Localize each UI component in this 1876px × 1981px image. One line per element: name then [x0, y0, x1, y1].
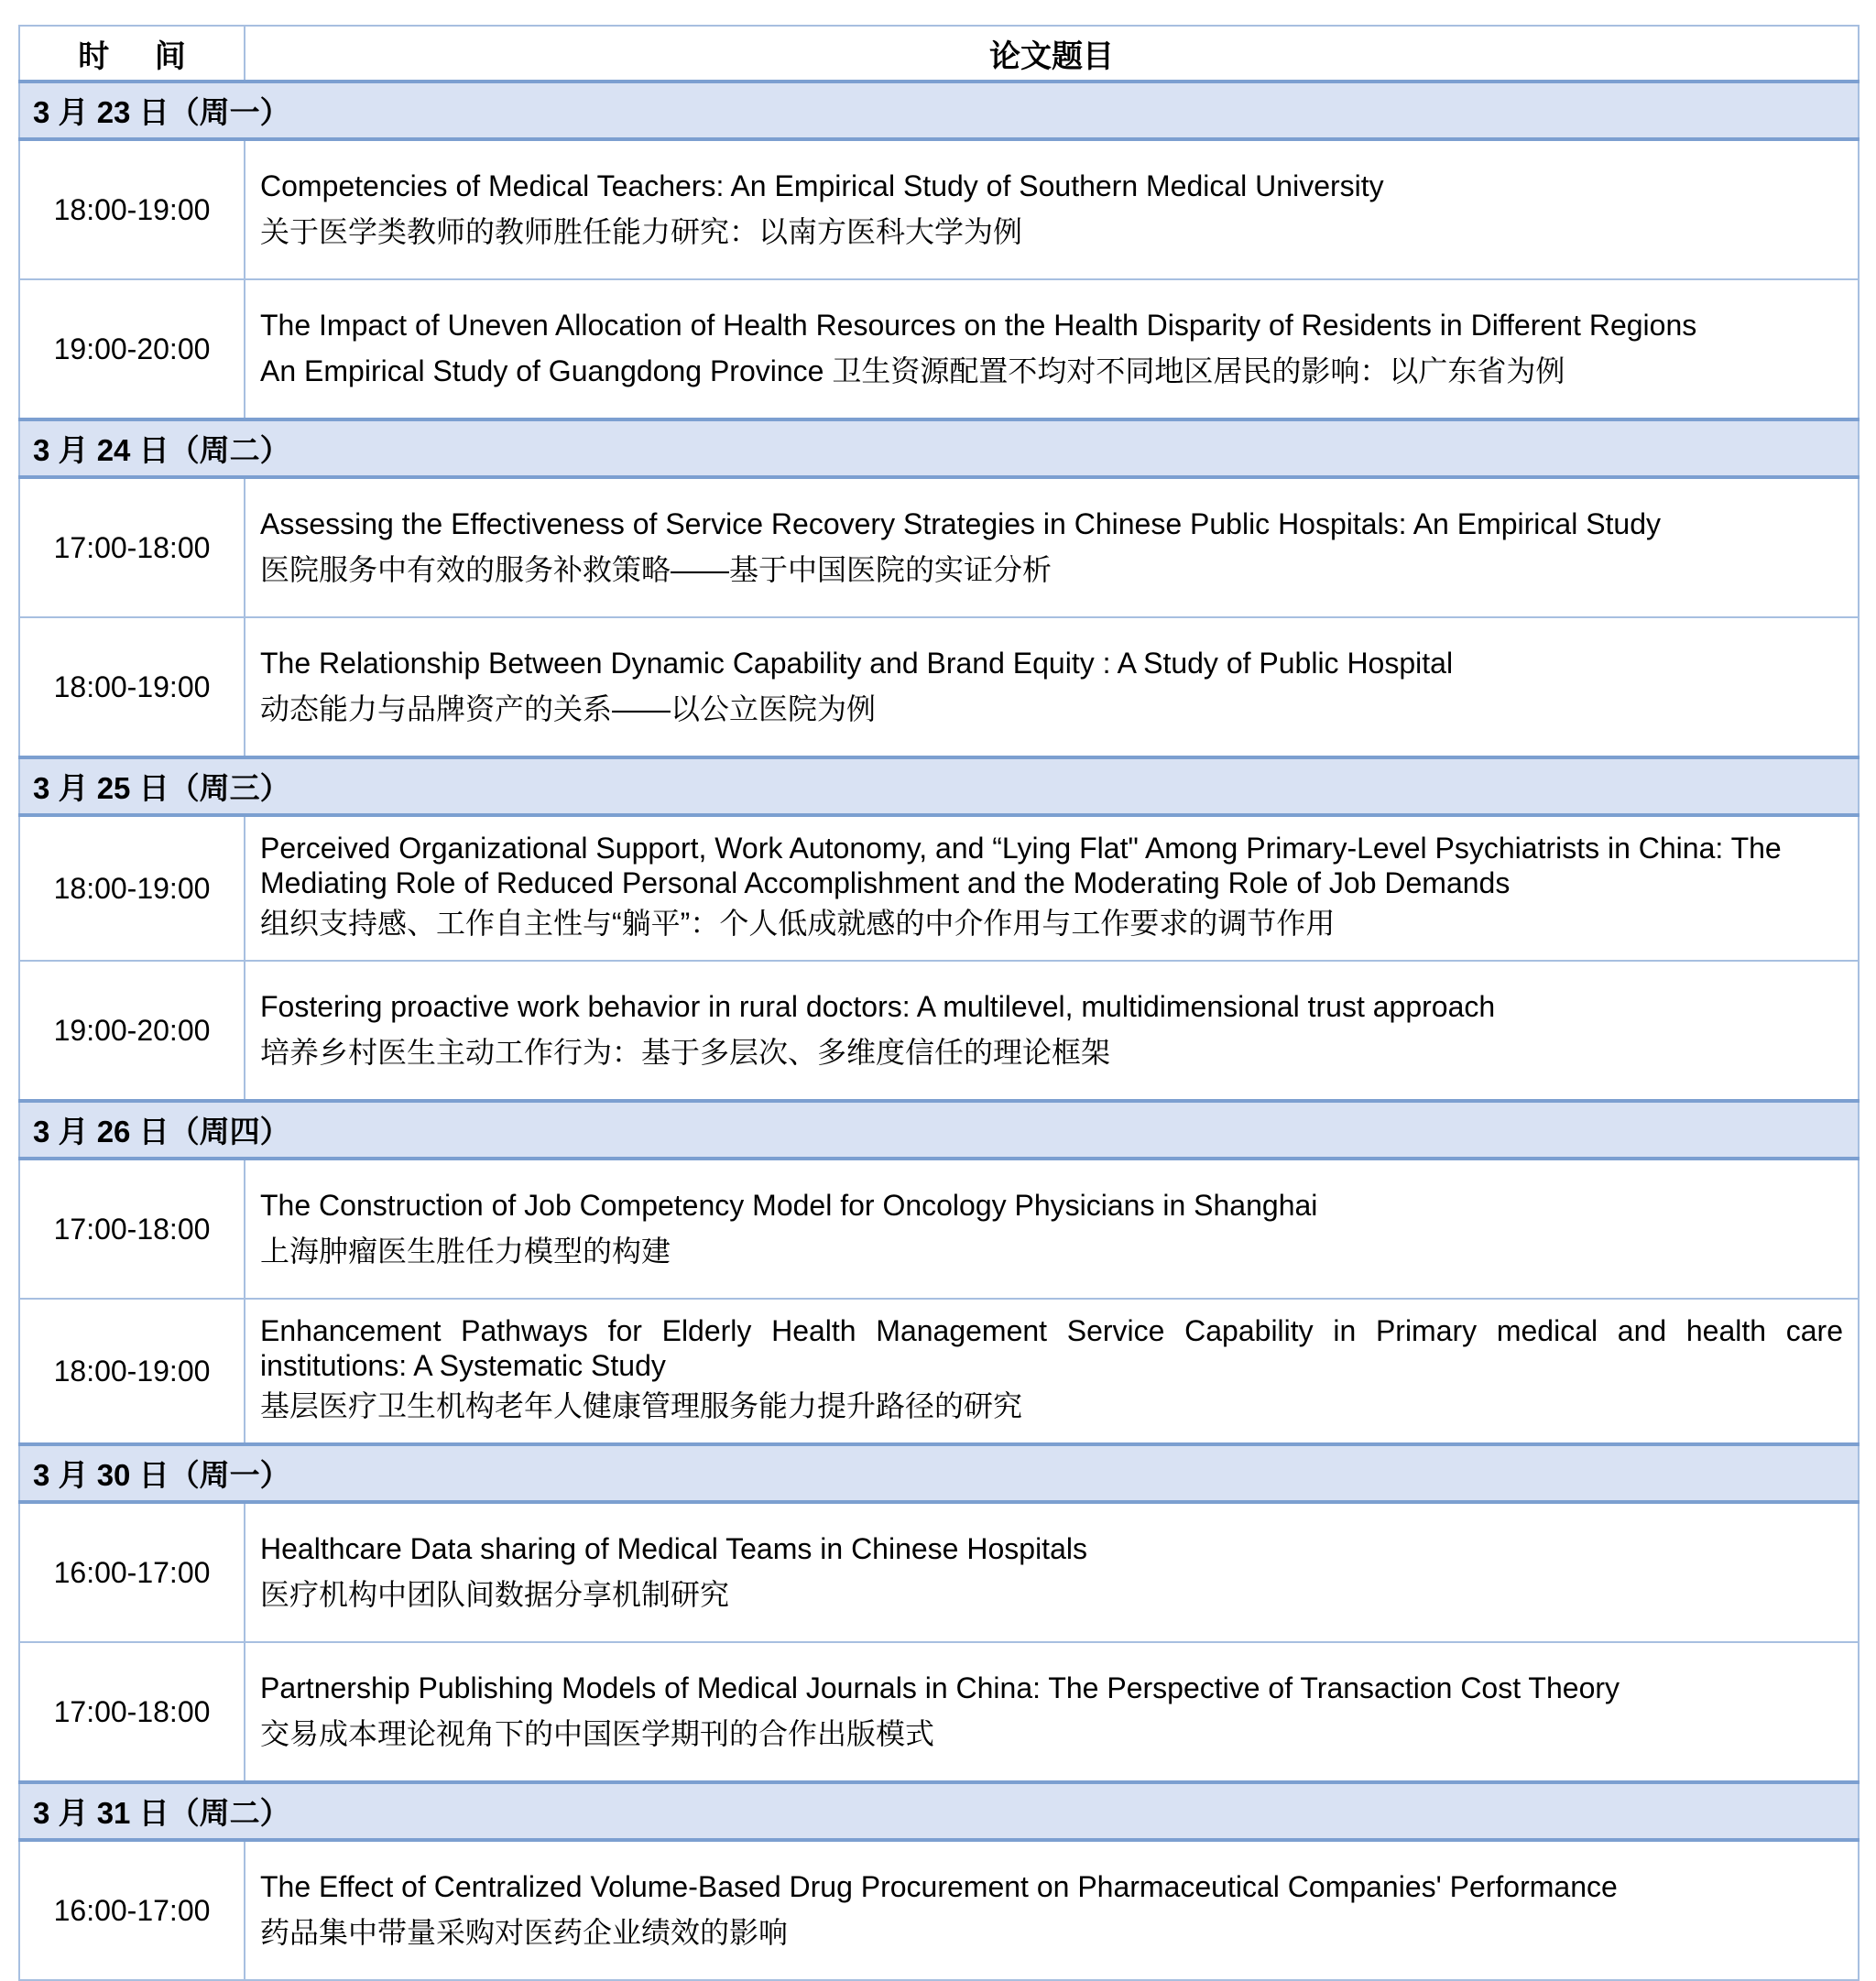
session-title [245, 1299, 1859, 1444]
title-en: Assessing the Effectiveness of Service Recovery Strategies in Chinese Public Hospitals: An Empirical Study [260, 507, 1662, 540]
session-row [19, 815, 1859, 961]
session-time: 16:00-17:00 [19, 1502, 245, 1642]
session-time: 19:00-20:00 [19, 279, 245, 419]
session-title [245, 617, 1859, 757]
session-title [245, 1159, 1859, 1299]
title-en: Partnership Publishing Models of Medical Journals in China: The Perspective of Transaction Cost Theory [260, 1671, 1620, 1704]
title-en: Enhancement Pathways for Elderly Health Management Service Capability in Primary medical and health care institutions: A Systematic Study [260, 1314, 1843, 1382]
session-row [19, 617, 1859, 757]
title-en: The Impact of Uneven Allocation of Health Resources on the Health Disparity of Residents in Different Regions [260, 309, 1697, 342]
title-en-zh-line [260, 354, 1843, 388]
session-row [19, 139, 1859, 279]
session-title [245, 1642, 1859, 1782]
session-row [19, 1299, 1859, 1444]
title-zh: 组织支持感、工作自主性与“躺平”：个人低成就感的中介作用与工作要求的调节作用 [260, 907, 1336, 940]
title-en: Perceived Organizational Support, Work Autonomy, and “Lying Flat" Among Primary-Level Psychiatrists in China: The Mediating Role of Reduced Personal Accomplishment and the Moderating Role of Job Demands [260, 832, 1782, 899]
title-zh: 药品集中带量采购对医药企业绩效的影响 [260, 1916, 789, 1949]
date-row [19, 1782, 1859, 1840]
session-title [245, 1502, 1859, 1642]
header-time: 时 间 [19, 26, 245, 82]
title-en: Healthcare Data sharing of Medical Teams in Chinese Hospitals [260, 1532, 1087, 1565]
session-title [245, 477, 1859, 617]
title-en: The Relationship Between Dynamic Capability and Brand Equity : A Study of Public Hospital [260, 647, 1454, 680]
date-row [19, 82, 1859, 139]
session-title [245, 961, 1859, 1101]
session-time: 17:00-18:00 [19, 477, 245, 617]
date-row [19, 1101, 1859, 1159]
session-row [19, 1159, 1859, 1299]
title-zh: 关于医学类教师的教师胜任能力研究：以南方医科大学为例 [260, 215, 1023, 248]
session-title [245, 815, 1859, 961]
title-en: The Effect of Centralized Volume-Based Drug Procurement on Pharmaceutical Companies' Performance [260, 1870, 1618, 1903]
title-zh: 交易成本理论视角下的中国医学期刊的合作出版模式 [260, 1717, 935, 1750]
title-en: Fostering proactive work behavior in rural doctors: A multilevel, multidimensional trust approach [260, 990, 1496, 1023]
session-time: 18:00-19:00 [19, 617, 245, 757]
title-en: Competencies of Medical Teachers: An Empirical Study of Southern Medical University [260, 169, 1384, 202]
date-row [19, 757, 1859, 815]
session-time: 16:00-17:00 [19, 1840, 245, 1980]
date-row [19, 419, 1859, 477]
session-row [19, 1642, 1859, 1782]
session-title [245, 279, 1859, 419]
title-zh: 动态能力与品牌资产的关系——以公立医院为例 [260, 692, 877, 725]
header-title: 论文题目 [245, 26, 1859, 82]
title-zh: 培养乡村医生主动工作行为：基于多层次、多维度信任的理论框架 [260, 1036, 1111, 1069]
session-time: 17:00-18:00 [19, 1159, 245, 1299]
session-title [245, 1840, 1859, 1980]
session-time: 18:00-19:00 [19, 139, 245, 279]
session-time: 18:00-19:00 [19, 1299, 245, 1444]
session-row [19, 279, 1859, 419]
date-label: 3 月 24 日（周二） [19, 419, 1859, 477]
date-label: 3 月 31 日（周二） [19, 1782, 1859, 1840]
date-label: 3 月 23 日（周一） [19, 82, 1859, 139]
title-en: The Construction of Job Competency Model for Oncology Physicians in Shanghai [260, 1189, 1318, 1222]
date-label: 3 月 26 日（周四） [19, 1101, 1859, 1159]
date-label: 3 月 30 日（周一） [19, 1444, 1859, 1502]
session-row [19, 1840, 1859, 1980]
title-zh: 医院服务中有效的服务补救策略——基于中国医院的实证分析 [260, 553, 1053, 586]
session-time: 17:00-18:00 [19, 1642, 245, 1782]
title-zh: 卫生资源配置不均对不同地区居民的影响：以广东省为例 [832, 354, 1565, 387]
session-time: 18:00-19:00 [19, 815, 245, 961]
title-en-continued: An Empirical Study of Guangdong Province [260, 354, 824, 387]
session-title [245, 139, 1859, 279]
date-label: 3 月 25 日（周三） [19, 757, 1859, 815]
title-zh: 基层医疗卫生机构老年人健康管理服务能力提升路径的研究 [260, 1389, 1023, 1422]
session-row [19, 1502, 1859, 1642]
session-time: 19:00-20:00 [19, 961, 245, 1101]
table-header [19, 26, 1859, 82]
session-row [19, 477, 1859, 617]
date-row [19, 1444, 1859, 1502]
schedule-table [18, 25, 1860, 1981]
title-zh: 上海肿瘤医生胜任力模型的构建 [260, 1235, 671, 1268]
session-row [19, 961, 1859, 1101]
title-zh: 医疗机构中团队间数据分享机制研究 [260, 1578, 730, 1611]
